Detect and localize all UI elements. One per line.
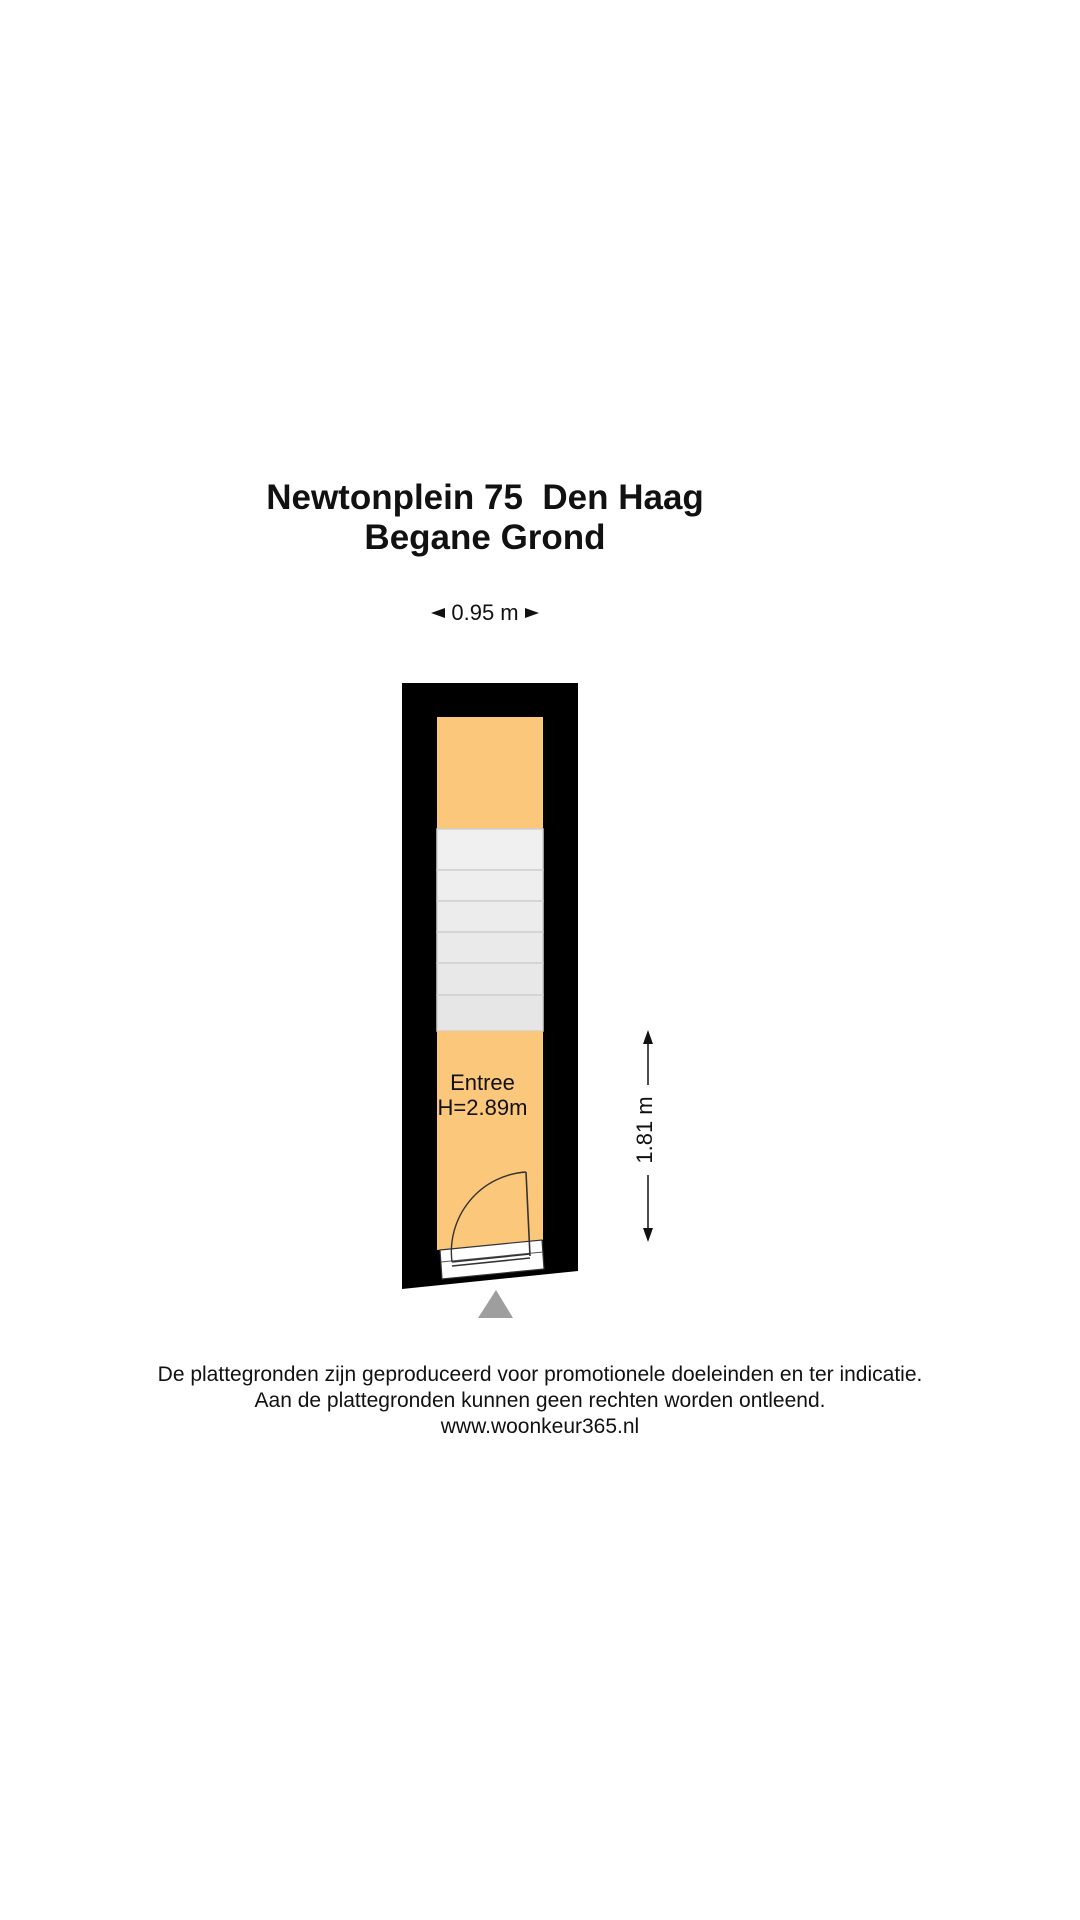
stair-step — [437, 829, 543, 870]
arrow-up-icon — [643, 1030, 653, 1044]
width-dimension-label: 0.95 m — [451, 600, 519, 625]
floor-title: Begane Grond — [364, 518, 606, 557]
room-height-label: H=2.89m — [437, 1095, 528, 1120]
floor-entree — [437, 1031, 543, 1250]
address-title: Newtonplein 75 Den Haag — [266, 478, 704, 517]
room-name-label: Entree — [450, 1070, 515, 1095]
floor-upper-landing — [437, 717, 543, 829]
stair-step — [437, 932, 543, 963]
website-url: www.woonkeur365.nl — [440, 1415, 640, 1438]
entrance-marker-icon — [478, 1290, 513, 1318]
staircase — [437, 829, 543, 1031]
stair-step — [437, 901, 543, 932]
stair-step — [437, 995, 543, 1031]
disclaimer-text: De plattegronden zijn geproduceerd voor promotionele doeleinden en ter indicatie. — [157, 1363, 923, 1386]
arrow-down-icon — [643, 1228, 653, 1242]
length-dimension-label: 1.81 m — [630, 1085, 660, 1175]
stair-step — [437, 870, 543, 901]
disclaimer-text: Aan de plattegronden kunnen geen rechten worden ontleend. — [254, 1389, 826, 1412]
stair-step — [437, 963, 543, 995]
